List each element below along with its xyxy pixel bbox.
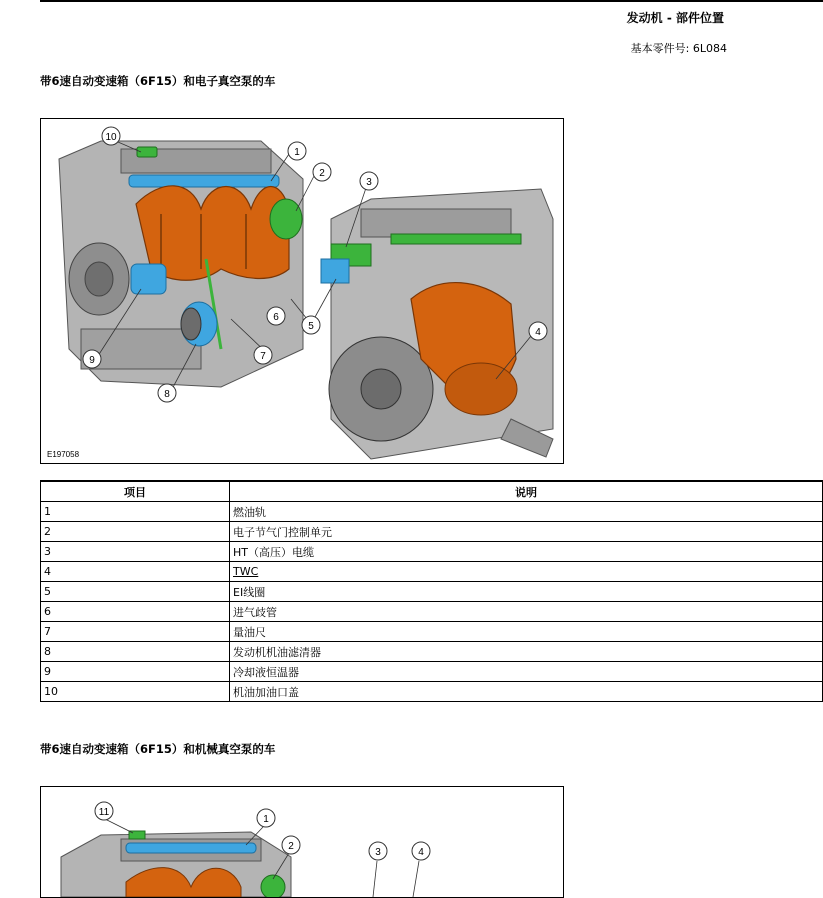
callout-8 <box>158 384 176 402</box>
item-description: HT（高压）电缆 <box>230 542 823 562</box>
callout-5 <box>302 316 320 334</box>
item-number: 7 <box>41 622 230 642</box>
item-number: 9 <box>41 662 230 682</box>
callout-1 <box>288 142 306 160</box>
table-row <box>41 562 823 582</box>
item-description: 燃油轨 <box>230 502 823 522</box>
svg-text:5: 5 <box>308 321 314 332</box>
table-row <box>41 622 823 642</box>
table-row <box>41 582 823 602</box>
table-row <box>41 542 823 562</box>
svg-text:1: 1 <box>263 814 269 825</box>
item-description: EI线圈 <box>230 582 823 602</box>
table-row <box>41 662 823 682</box>
base-part-number: 基本零件号: 6L084 <box>630 42 727 55</box>
item-description: 冷却液恒温器 <box>230 662 823 682</box>
callout-11 <box>95 802 113 820</box>
column-header-item: 项目 <box>41 481 230 502</box>
callout-4 <box>412 842 430 860</box>
engine-drawing-2 <box>41 787 563 897</box>
table-row <box>41 522 823 542</box>
item-description: 发动机机油滤清器 <box>230 642 823 662</box>
item-number: 5 <box>41 582 230 602</box>
svg-text:11: 11 <box>98 807 110 818</box>
item-number: 1 <box>41 502 230 522</box>
engine-illustration-2 <box>40 786 564 898</box>
callout-7 <box>254 346 272 364</box>
section-title-mechanical-vacuum: 带6速自动变速箱（6F15）和机械真空泵的车 <box>40 742 276 756</box>
svg-text:3: 3 <box>366 177 372 188</box>
callout-10 <box>102 127 120 145</box>
svg-text:9: 9 <box>89 355 95 366</box>
svg-text:7: 7 <box>260 351 266 362</box>
svg-text:3: 3 <box>375 847 381 858</box>
item-description: 电子节气门控制单元 <box>230 522 823 542</box>
engine-illustration-1 <box>40 118 564 464</box>
item-number: 2 <box>41 522 230 542</box>
item-number: 10 <box>41 682 230 702</box>
twc-link[interactable]: TWC <box>233 565 259 578</box>
section-title-electric-vacuum: 带6速自动变速箱（6F15）和电子真空泵的车 <box>40 74 276 88</box>
callout-4 <box>529 322 547 340</box>
table-header-row <box>41 481 823 502</box>
item-number: 4 <box>41 562 230 582</box>
svg-text:8: 8 <box>164 389 170 400</box>
top-rule <box>40 0 823 2</box>
svg-text:4: 4 <box>535 327 541 338</box>
figure-id: E197058 <box>47 450 80 459</box>
item-description: 进气歧管 <box>230 602 823 622</box>
page-title: 发动机 - 部件位置 <box>626 11 724 25</box>
callout-6 <box>267 307 285 325</box>
item-description: 量油尺 <box>230 622 823 642</box>
svg-text:2: 2 <box>288 841 294 852</box>
callout-1 <box>257 809 275 827</box>
table-row <box>41 502 823 522</box>
parts-table <box>40 480 823 702</box>
svg-text:1: 1 <box>294 147 300 158</box>
svg-text:4: 4 <box>418 847 424 858</box>
table-row <box>41 642 823 662</box>
item-number: 8 <box>41 642 230 662</box>
svg-text:2: 2 <box>319 168 325 179</box>
callout-2 <box>313 163 331 181</box>
table-row <box>41 602 823 622</box>
item-number: 6 <box>41 602 230 622</box>
table-row <box>41 682 823 702</box>
item-description: 机油加油口盖 <box>230 682 823 702</box>
item-number: 3 <box>41 542 230 562</box>
svg-text:6: 6 <box>273 312 279 323</box>
callout-3 <box>369 842 387 860</box>
svg-text:10: 10 <box>105 132 117 143</box>
callout-2 <box>282 836 300 854</box>
callout-9 <box>83 350 101 368</box>
callout-3 <box>360 172 378 190</box>
column-header-description: 说明 <box>230 481 823 502</box>
right-engine <box>321 189 553 459</box>
engine-drawing <box>41 119 563 463</box>
